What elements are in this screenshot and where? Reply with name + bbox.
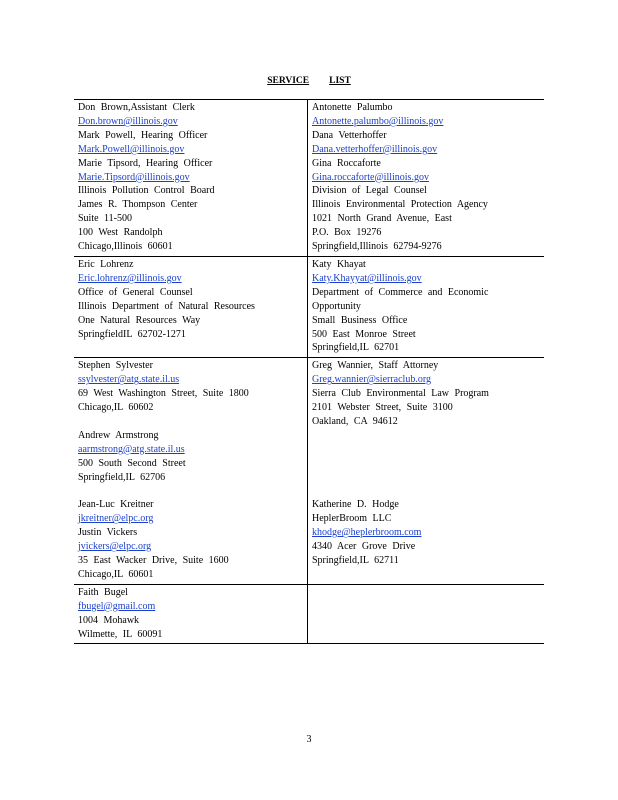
email-link[interactable]: Mark.Powell@illinois.gov (78, 143, 185, 155)
contact-line: Faith Bugel (78, 586, 128, 598)
contact-line: 500 South Second Street (78, 457, 186, 469)
contact-cell-right (308, 584, 545, 644)
email-link[interactable]: Antonette.palumbo@illinois.gov (312, 115, 444, 127)
contact-line: 4340 Acer Grove Drive (312, 541, 416, 553)
email-link[interactable]: Greg.wannier@sierraclub.org (312, 374, 431, 386)
contact-line: Office of General Counsel (78, 286, 193, 298)
contact-cell-right (308, 358, 545, 584)
contact-line: Gina Roccaforte (312, 157, 381, 169)
email-link[interactable]: jkreitner@elpc.org (78, 513, 154, 525)
contact-line: Springfield,IL 62706 (78, 471, 166, 483)
email-link[interactable]: Gina.roccaforte@illinois.gov (312, 171, 429, 183)
service-row (74, 100, 544, 257)
blank-line (312, 457, 540, 471)
title-word-list: LIST (329, 76, 351, 86)
contact-line: Justin Vickers (78, 527, 138, 539)
contact-line: Small Business Office (312, 314, 408, 326)
contact-line: Jean-Luc Kreitner (78, 499, 154, 511)
email-link[interactable]: aarmstrong@atg.state.il.us (78, 443, 185, 455)
contact-line: Stephen Sylvester (78, 360, 153, 372)
contact-line: Illinois Environmental Protection Agency (312, 199, 488, 211)
contact-line: 1004 Mohawk (78, 614, 140, 626)
title-word-service: SERVICE (267, 76, 310, 86)
blank-line (78, 415, 303, 429)
contact-cell-left (74, 584, 308, 644)
contact-line: Division of Legal Counsel (312, 185, 427, 197)
blank-line (312, 484, 540, 498)
contact-line: Opportunity (312, 300, 361, 312)
blank-line (312, 429, 540, 443)
email-link[interactable]: khodge@heplerbroom.com (312, 527, 422, 539)
contact-line: SpringfieldIL 62702-1271 (78, 328, 186, 340)
page-number: 3 (306, 734, 312, 745)
contact-line: 35 East Wacker Drive, Suite 1600 (78, 554, 229, 566)
contact-line: Andrew Armstrong (78, 429, 159, 441)
contact-line: 69 West Washington Street, Suite 1800 (78, 388, 249, 400)
service-list-table (74, 99, 544, 644)
blank-line (312, 443, 540, 457)
email-link[interactable]: fbugel@gmail.com (78, 600, 156, 612)
contact-line: Springfield,Illinois 62794-9276 (312, 241, 442, 253)
contact-line: Chicago,Illinois 60601 (78, 241, 173, 253)
contact-cell-left (74, 358, 308, 584)
contact-line: 2101 Webster Street, Suite 3100 (312, 402, 453, 414)
email-link[interactable]: ssylvester@atg.state.il.us (78, 374, 180, 386)
contact-line: Chicago,IL 60601 (78, 568, 154, 580)
contact-line: Department of Commerce and Economic (312, 286, 489, 298)
contact-line: Eric Lohrenz (78, 258, 134, 270)
email-link[interactable]: Dana.vetterhoffer@illinois.gov (312, 143, 438, 155)
contact-line: 100 West Randolph (78, 227, 163, 239)
contact-line: Antonette Palumbo (312, 102, 393, 113)
contact-line: 500 East Monroe Street (312, 328, 416, 340)
email-link[interactable]: Eric.lohrenz@illinois.gov (78, 272, 182, 284)
contact-line: Katy Khayat (312, 258, 366, 270)
blank-line (312, 471, 540, 485)
email-link[interactable]: Don.brown@illinois.gov (78, 115, 178, 127)
email-link[interactable]: Katy.Khayyat@illinois.gov (312, 272, 422, 284)
email-link[interactable]: jvickers@elpc.org (78, 541, 152, 553)
service-row (74, 584, 544, 644)
contact-line: Katherine D. Hodge (312, 499, 399, 511)
blank-line (78, 484, 303, 498)
contact-line: Sierra Club Environmental Law Program (312, 388, 489, 400)
service-row (74, 256, 544, 357)
contact-line: Chicago,IL 60602 (78, 402, 154, 414)
contact-line: P.O. Box 19276 (312, 227, 382, 239)
contact-cell-right (308, 256, 545, 357)
contact-line: James R. Thompson Center (78, 199, 198, 211)
contact-line: Marie Tipsord, Hearing Officer (78, 157, 213, 169)
contact-line: Dana Vetterhoffer (312, 129, 387, 141)
contact-line: Greg Wannier, Staff Attorney (312, 360, 439, 372)
contact-cell-right (308, 100, 545, 257)
contact-line: 1021 North Grand Avenue, East (312, 213, 452, 225)
page-title (0, 76, 618, 86)
contact-line: Illinois Department of Natural Resources (78, 300, 255, 312)
contact-line: One Natural Resources Way (78, 314, 201, 326)
contact-line: Springfield,IL 62711 (312, 554, 399, 566)
email-link[interactable]: Marie.Tipsord@illinois.gov (78, 171, 190, 183)
service-row (74, 358, 544, 584)
contact-cell-left (74, 100, 308, 257)
contact-line: Don Brown,Assistant Clerk (78, 102, 195, 113)
contact-line: Oakland, CA 94612 (312, 415, 398, 427)
contact-line: Mark Powell, Hearing Officer (78, 129, 208, 141)
contact-cell-left (74, 256, 308, 357)
contact-line: HeplerBroom LLC (312, 513, 392, 525)
contact-line: Suite 11-500 (78, 213, 133, 225)
contact-line: Illinois Pollution Control Board (78, 185, 215, 197)
contact-line: Springfield,IL 62701 (312, 342, 400, 354)
contact-line: Wilmette, IL 60091 (78, 628, 163, 640)
